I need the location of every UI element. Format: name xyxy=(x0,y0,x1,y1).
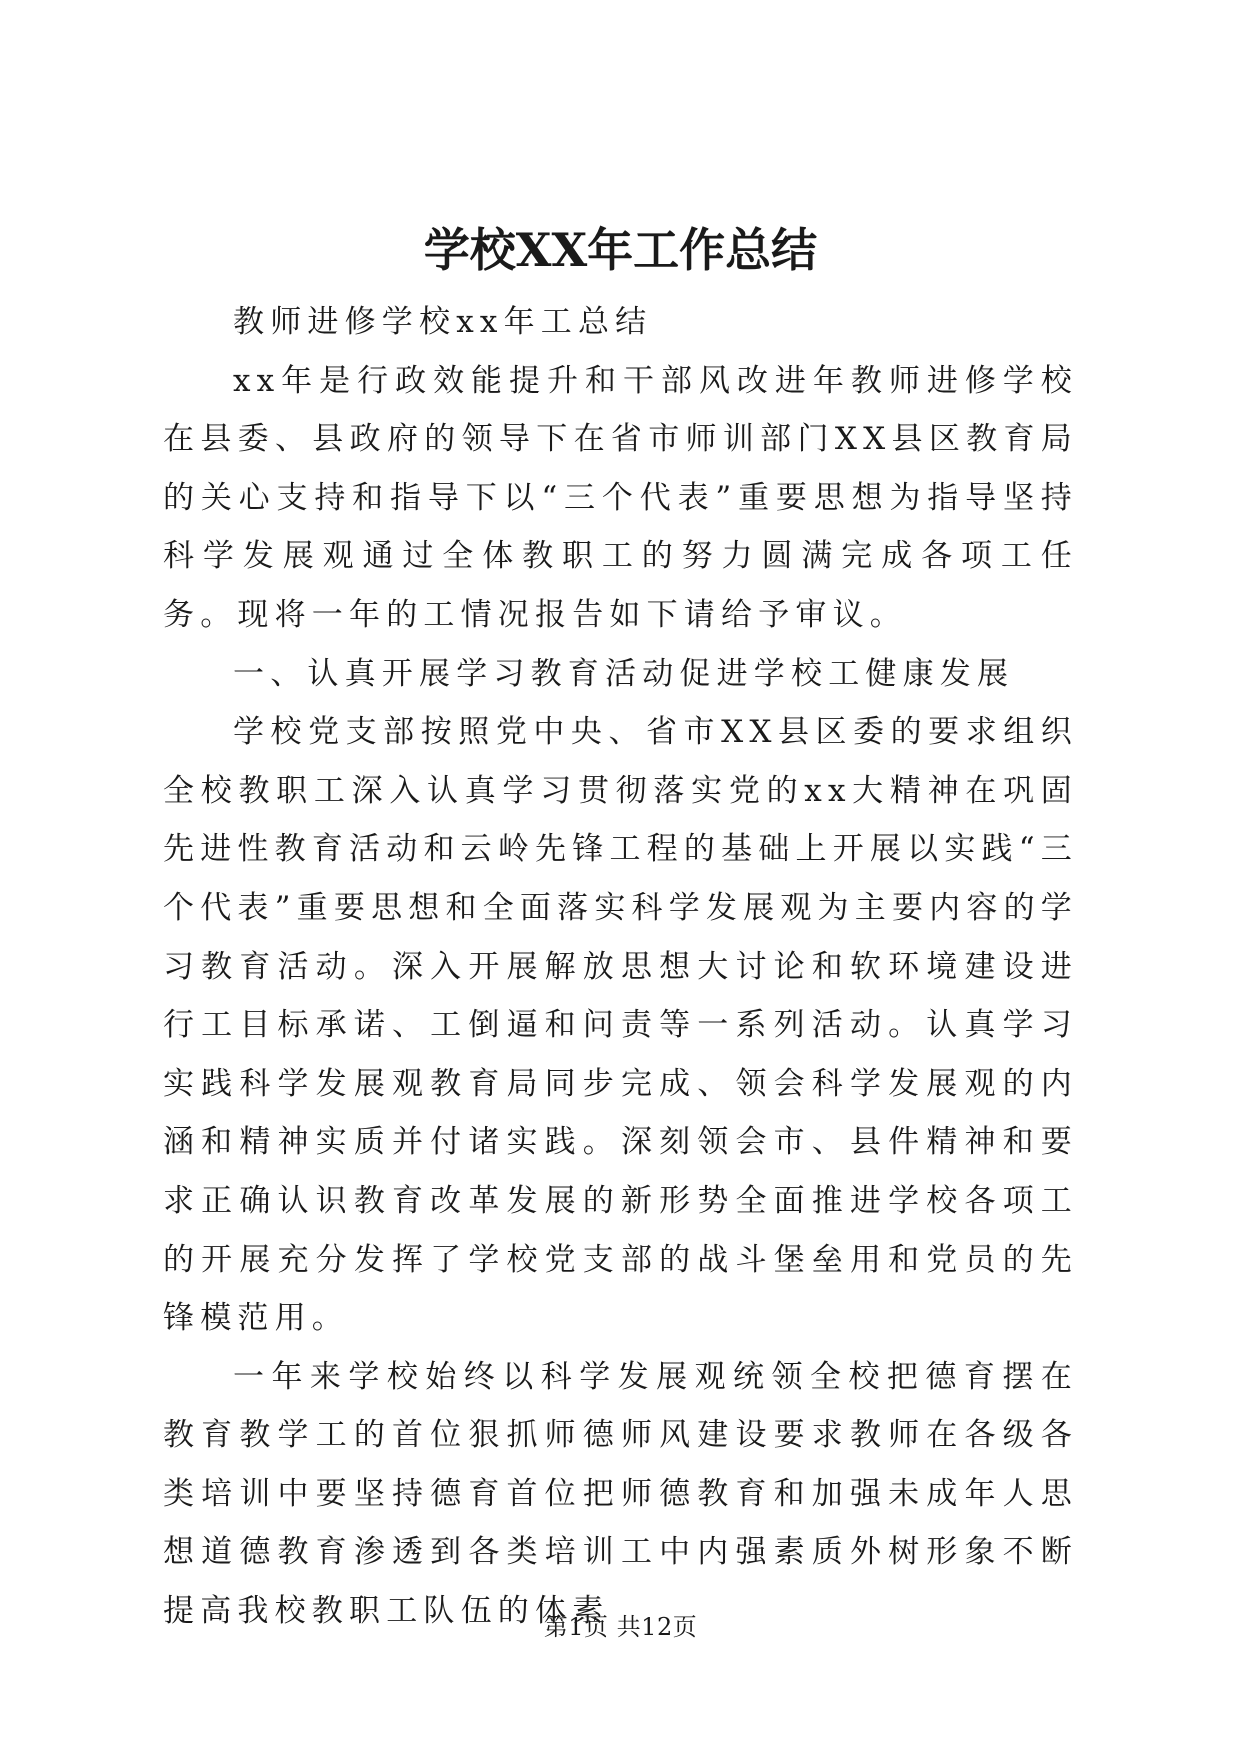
paragraph-moral-education: 一年来学校始终以科学发展观统领全校把德育摆在教育教学工的首位狠抓师德师风建设要求教师在各级各类培训中要坚持德育首位把师德教育和加强未成年人思想道德教育渗透到各类培训工中内强素质外树形象不断提高我校教职工队伍的体素 xyxy=(163,1358,1078,1630)
paragraph-intro: xx年是行政效能提升和干部风改进年教师进修学校在县委、县政府的领导下在省市师训部门XX县区教育局的关心支持和指导下以“三个代表”重要思想为指导坚持科学发展观通过全体教职工的努力圆满完成各项工任务。现将一年的工情况报告如下请给予审议。 xyxy=(163,362,1078,633)
paragraph-subtitle: 教师进修学校xx年工总结 xyxy=(233,304,653,340)
paragraph-party-study: 学校党支部按照党中央、省市XX县区委的要求组织全校教职工深入认真学习贯彻落实党的xx大精神在巩固先进性教育活动和云岭先锋工程的基础上开展以实践“三个代表”重要思想和全面落实科学发展观为主要内容的学习教育活动。深入开展解放思想大讨论和软环境建设进行工目标承诺、工倒逼和问责等一系列活动。认真学习实践科学发展观教育局同步完成、领会科学发展观的内涵和精神实质并付诸实践。深刻领会市、县件精神和要求正确认识教育改革发展的新形势全面推进学校各项工的开展充分发挥了学校党支部的战斗堡垒用和党员的先锋模范用。 xyxy=(163,714,1078,1337)
page-number-footer: 第1页 共12页 xyxy=(543,1613,698,1641)
document-title: 学校XX年工作总结 xyxy=(423,223,818,277)
section-heading-1: 一、认真开展学习教育活动促进学校工健康发展 xyxy=(233,655,1015,692)
document-body xyxy=(163,293,1078,1641)
